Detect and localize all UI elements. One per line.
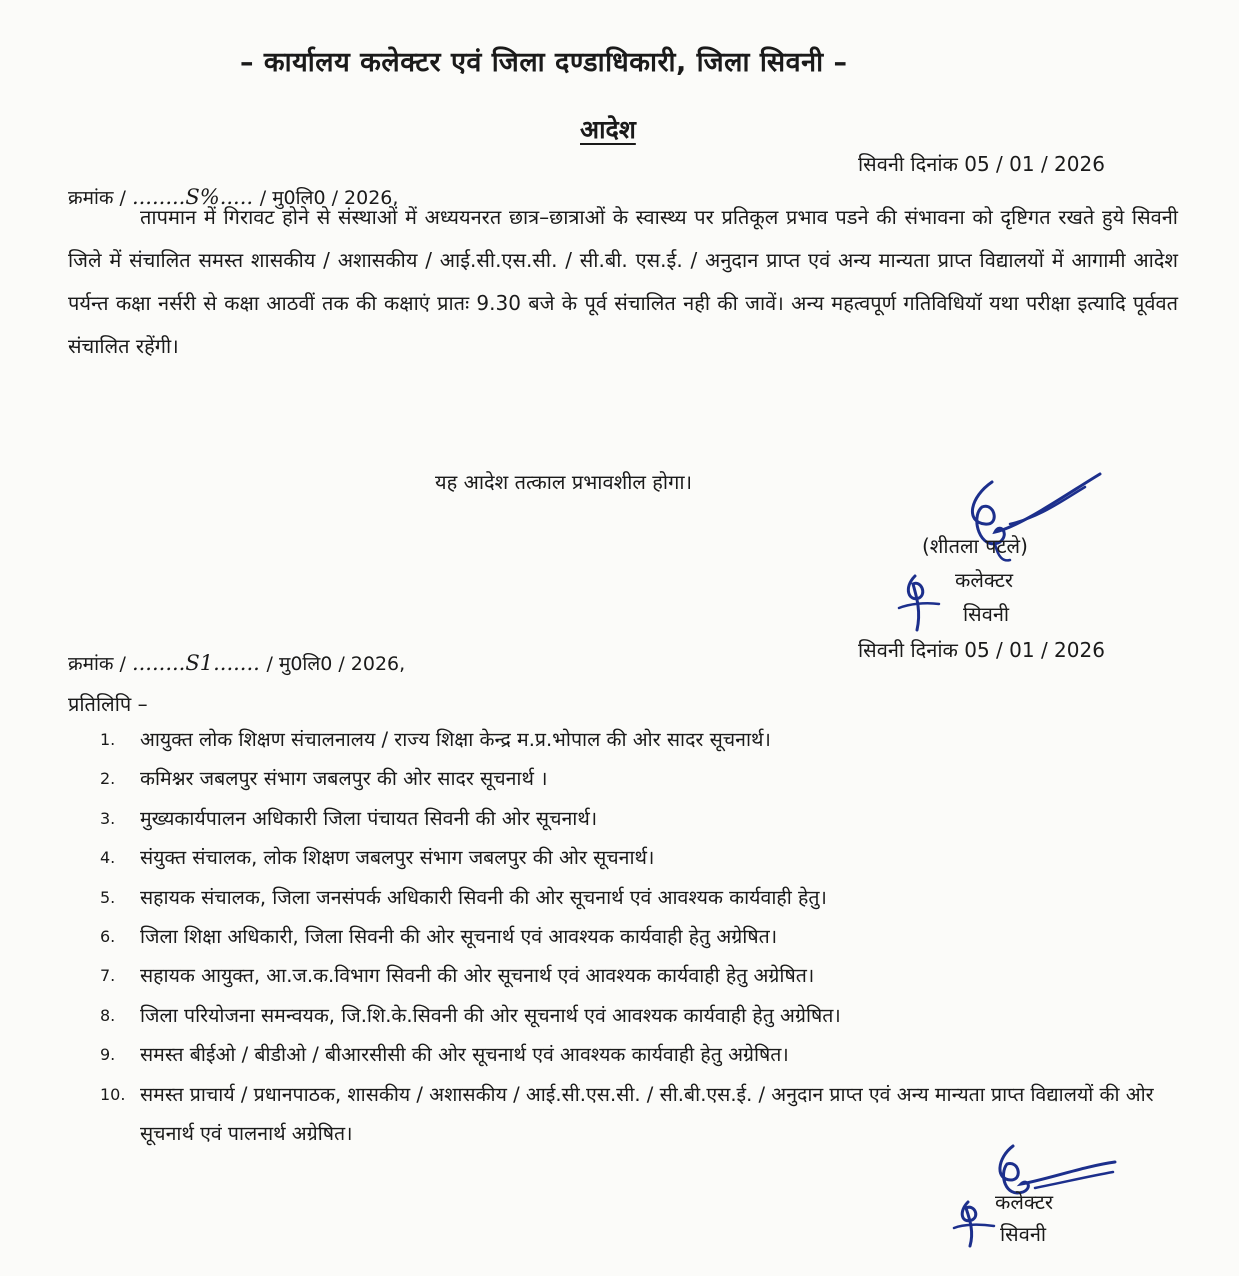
copy-label: प्रतिलिपि – bbox=[68, 692, 148, 716]
list-item: 9. समस्त बीईओ / बीडीओ / बीआरसीसी की ओर सूचनार्थ एवं आवश्यक कार्यवाही हेतु अग्रेषित। bbox=[100, 1043, 789, 1067]
copy-ref-prefix: क्रमांक / bbox=[68, 653, 132, 675]
copy-signatory-place: सिवनी bbox=[1000, 1222, 1047, 1246]
ref-prefix: क्रमांक / bbox=[68, 187, 132, 209]
effective-statement: यह आदेश तत्काल प्रभावशील होगा। bbox=[435, 470, 693, 494]
distribution-list bbox=[100, 720, 1180, 1153]
signatory-place: सिवनी bbox=[963, 602, 1010, 626]
ref-number: ........S%..... bbox=[131, 185, 260, 209]
ref-suffix: / मु0लि0 / 2026, bbox=[259, 187, 399, 209]
order-date: सिवनी दिनांक 05 / 01 / 2026 bbox=[858, 152, 1105, 176]
initial-mark-2 bbox=[950, 1196, 1000, 1251]
copy-ref-suffix: / मु0लि0 / 2026, bbox=[266, 653, 406, 675]
order-title: आदेश bbox=[580, 115, 636, 144]
signatory-name: (शीतला पटले) bbox=[922, 534, 1028, 558]
copy-signatory-title: कलेक्टर bbox=[995, 1190, 1054, 1214]
signatory-title: कलेक्टर bbox=[955, 568, 1014, 592]
list-item: 10. समस्त प्राचार्य / प्रधानपाठक, शासकीय / अशासकीय / आई.सी.एस.सी. / सी.बी.एस.ई. / अनुदान प्राप्त एवं अन्य मान्यता प्राप्त विद्यालयों की ओर सूचनार्थ एवं पालनार्थ अग्रेषित। bbox=[100, 1082, 1154, 1146]
list-item: 4. संयुक्त संचालक, लोक शिक्षण जबलपुर संभाग जबलपुर की ओर सूचनार्थ। bbox=[100, 846, 655, 870]
list-item: 2. कमिश्नर जबलपुर संभाग जबलपुर की ओर सादर सूचनार्थ । bbox=[100, 767, 548, 791]
initial-mark-1 bbox=[895, 568, 945, 638]
copy-ref-number: ........S1....... bbox=[131, 651, 267, 675]
list-item: 7. सहायक आयुक्त, आ.ज.क.विभाग सिवनी की ओर सूचनार्थ एवं आवश्यक कार्यवाही हेतु अग्रेषित। bbox=[100, 964, 815, 988]
list-item: 5. सहायक संचालक, जिला जनसंपर्क अधिकारी सिवनी की ओर सूचनार्थ एवं आवश्यक कार्यवाही हेतु। bbox=[100, 885, 827, 909]
copy-date: सिवनी दिनांक 05 / 01 / 2026 bbox=[858, 638, 1105, 662]
copy-reference bbox=[68, 650, 405, 676]
list-item: 6. जिला शिक्षा अधिकारी, जिला सिवनी की ओर सूचनार्थ एवं आवश्यक कार्यवाही हेतु अग्रेषित। bbox=[100, 925, 778, 949]
list-item: 8. जिला परियोजना समन्वयक, जि.शि.के.सिवनी की ओर सूचनार्थ एवं आवश्यक कार्यवाही हेतु अग्रेषित। bbox=[100, 1003, 841, 1027]
list-item: 1. आयुक्त लोक शिक्षण संचालनालय / राज्य शिक्षा केन्द्र म.प्र.भोपाल की ओर सादर सूचनार्थ। bbox=[100, 728, 771, 751]
list-item: 3. मुख्यकार्यपालन अधिकारी जिला पंचायत सिवनी की ओर सूचनार्थ। bbox=[100, 806, 598, 830]
order-body: तापमान में गिरावट होने से संस्थाओं में अध्ययनरत छात्र–छात्राओं के स्वास्थ्य पर प्रतिकूल प्रभाव पडने की संभावना को दृष्टिगत रखते हुये सिवनी जिले में संचालित समस्त शासकीय / अशासकीय / आई.सी.एस.सी. / सी.बी. एस.ई. / अनुदान प्राप्त एवं अन्य मान्यता प्राप्त विद्यालयों में आगामी आदेश पर्यन्त कक्षा नर्सरी से कक्षा आठवीं तक की कक्षाएं प्रातः 9.30 बजे के पूर्व संचालित नही की जावें। अन्य महत्वपूर्ण गतिविधियॉ यथा परीक्षा इत्यादि पूर्ववत संचालित रहेंगी। bbox=[68, 205, 1178, 358]
office-header: – कार्यालय कलेक्टर एवं जिला दण्डाधिकारी, जिला सिवनी – bbox=[240, 47, 848, 78]
